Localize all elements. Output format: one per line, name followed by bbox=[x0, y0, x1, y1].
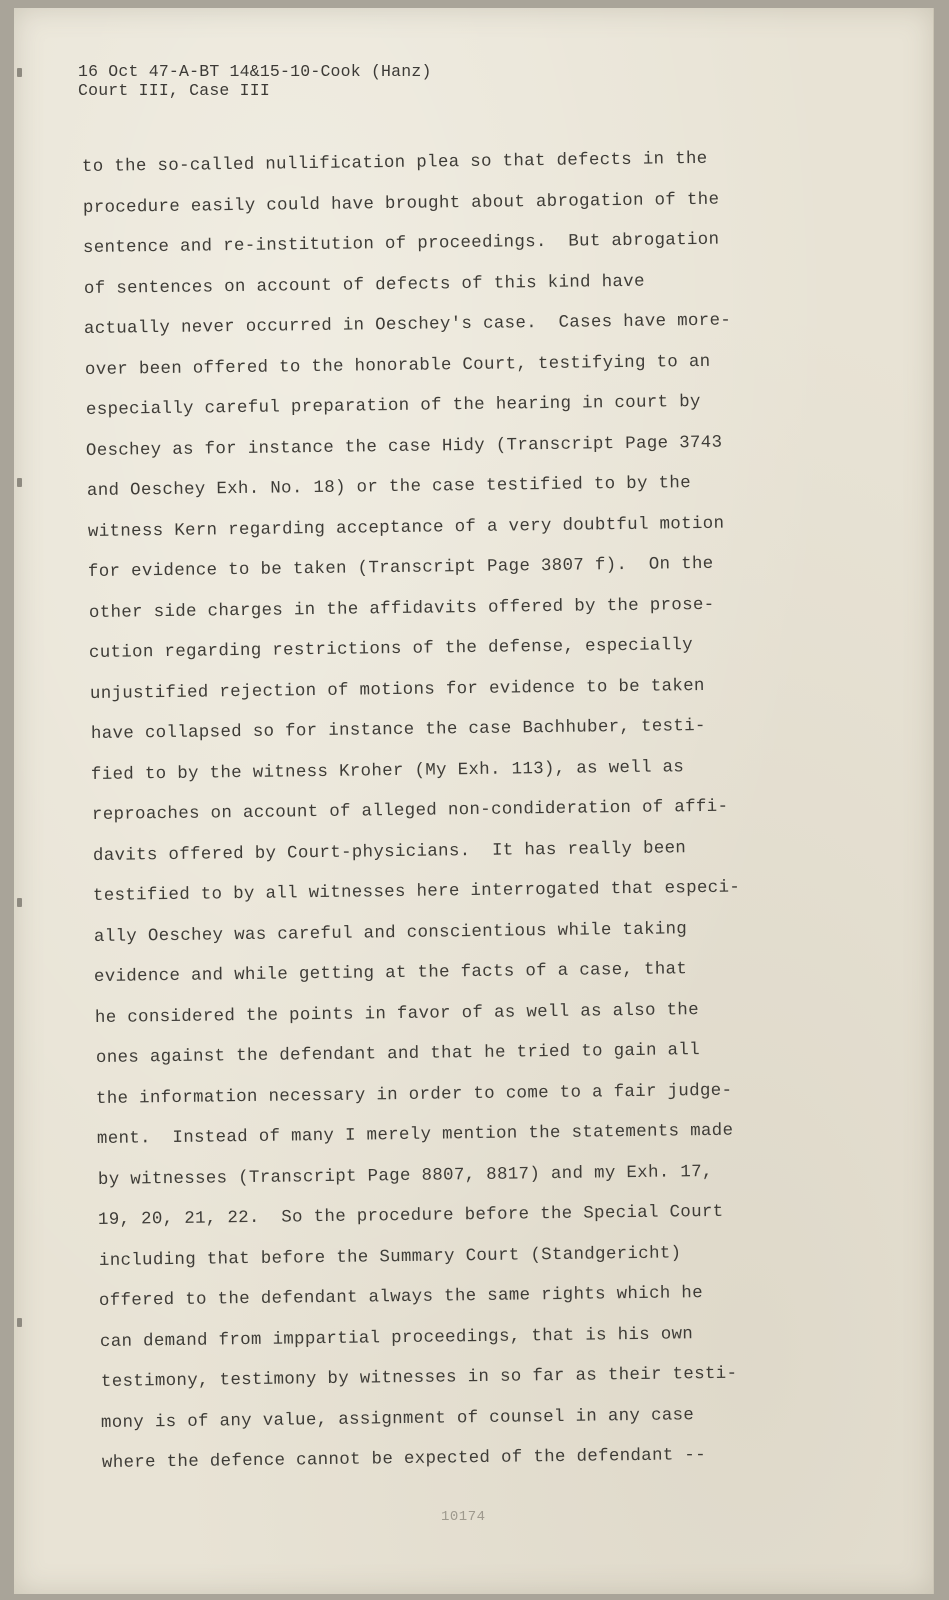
body-line: especially careful preparation of the hearing in court by bbox=[85, 392, 701, 420]
header-court-line: Court III, Case III bbox=[78, 81, 270, 100]
body-line: ally Oeschey was careful and conscientious while taking bbox=[93, 919, 688, 947]
body-line: mony is of any value, assignment of counsel in any case bbox=[101, 1405, 695, 1433]
body-line: other side charges in the affidavits offered by the prose- bbox=[88, 595, 715, 623]
document-header bbox=[78, 62, 432, 100]
body-line: for evidence to be taken (Transcript Page 3807 f). On the bbox=[88, 554, 714, 582]
punch-mark bbox=[17, 68, 22, 77]
body-line: procedure easily could have brought about abrogation of the bbox=[82, 190, 720, 218]
body-line: ment. Instead of many I merely mention the statements made bbox=[96, 1121, 734, 1149]
punch-mark bbox=[17, 478, 22, 487]
body-line: cution regarding restrictions of the defense, especially bbox=[89, 636, 694, 663]
body-line: testified to by all witnesses here interrogated that especi- bbox=[93, 878, 741, 906]
body-line: fied to by the witness Kroher (My Exh. 113), as well as bbox=[91, 757, 685, 785]
body-line: of sentences on account of defects of this kind have bbox=[83, 272, 645, 299]
body-line: evidence and while getting at the facts of a case, that bbox=[94, 960, 688, 987]
body-line: davits offered by Court-physicians. It has really been bbox=[92, 838, 686, 866]
body-line: and Oeschey Exh. No. 18) or the case testified to by the bbox=[86, 474, 692, 501]
punch-mark bbox=[17, 898, 22, 907]
header-session-line: 16 Oct 47-A-BT 14&15-10-Cook (Hanz) bbox=[78, 62, 432, 81]
body-line: can demand from imppartial proceedings, that is his own bbox=[99, 1324, 694, 1352]
body-line: witness Kern regarding acceptance of a very doubtful motion bbox=[87, 514, 725, 542]
body-line: sentence and re-institution of proceedings. But abrogation bbox=[83, 230, 720, 258]
body-line: the information necessary in order to come to a fair judge- bbox=[96, 1081, 733, 1109]
body-line: by witnesses (Transcript Page 8807, 8817) and my Exh. 17, bbox=[97, 1162, 713, 1190]
body-line: testimony, testimony by witnesses in so far as their testi- bbox=[100, 1364, 738, 1392]
body-line: he considered the points in favor of as well as also the bbox=[94, 1000, 700, 1028]
body-line: where the defence cannot be expected of the defendant -- bbox=[101, 1446, 706, 1473]
body-line: 19, 20, 21, 22. So the procedure before the Special Court bbox=[97, 1202, 724, 1230]
body-line: to the so-called nullification plea so that defects in the bbox=[81, 149, 708, 177]
body-line: unjustified rejection of motions for evidence to be taken bbox=[89, 676, 705, 704]
body-line: including that before the Summary Court (Standgericht) bbox=[98, 1243, 682, 1271]
body-line: reproaches on account of alleged non-condideration of affi- bbox=[91, 797, 729, 825]
body-line: Oeschey as for instance the case Hidy (Transcript Page 3743 bbox=[86, 433, 723, 461]
page-number: 10174 bbox=[441, 1509, 486, 1525]
body-line: ones against the defendant and that he tried to gain all bbox=[95, 1041, 700, 1068]
punch-mark bbox=[17, 1318, 22, 1327]
body-line: actually never occurred in Oeschey's case. Cases have more- bbox=[84, 311, 732, 339]
body-line: over been offered to the honorable Court, testifying to an bbox=[84, 352, 711, 380]
body-line: have collapsed so for instance the case Bachhuber, testi- bbox=[90, 716, 706, 744]
body-line: offered to the defendant always the same rights which he bbox=[99, 1284, 704, 1311]
